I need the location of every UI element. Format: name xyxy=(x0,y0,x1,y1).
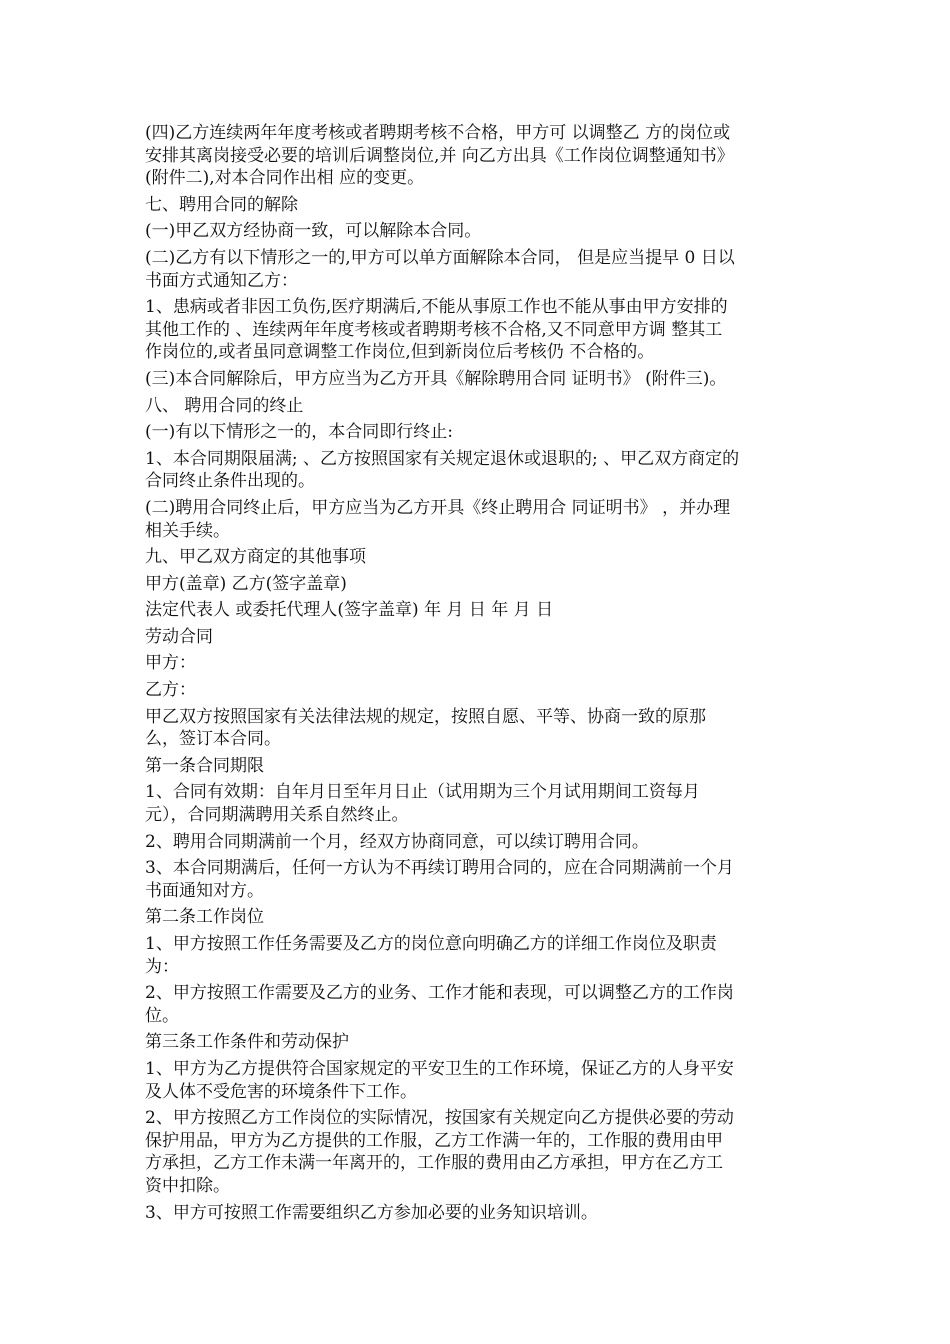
document-line: 书面通知对方。 xyxy=(145,880,264,901)
document-line: 其他工作的 、连续两年年度考核或者聘期考核不合格,又不同意甲方调 整其工 xyxy=(145,319,723,340)
document-line: 3、甲方可按照工作需要组织乙方参加必要的业务知识培训。 xyxy=(145,1202,598,1223)
document-line: (四)乙方连续两年年度考核或者聘期考核不合格，甲方可 以调整乙 方的岗位或 xyxy=(145,123,731,143)
document-line: 1、患病或者非因工负伤,医疗期满后,不能从事原工作也不能从事由甲方安排的 xyxy=(145,297,728,318)
document-line: 3、本合同期满后，任何一方认为不再续订聘用合同的，应在合同期满前一个月 xyxy=(145,858,734,879)
document-line: 2、甲方按照工作需要及乙方的业务、工作才能和表现，可以调整乙方的工作岗 xyxy=(145,983,734,1004)
document-line: 相关手续。 xyxy=(145,520,230,541)
document-line: 法定代表人 或委托代理人(签字盖章) 年 月 日 年 月 日 xyxy=(145,600,554,621)
document-line: 方承担，乙方工作未满一年离开的，工作服的费用由乙方承担，甲方在乙方工 xyxy=(145,1153,723,1174)
document-line: 七、聘用合同的解除 xyxy=(145,194,298,215)
document-page xyxy=(145,122,815,1224)
document-line: 乙方： xyxy=(145,680,196,701)
document-line: 么，签订本合同。 xyxy=(145,729,281,750)
document-line: (二)聘用合同终止后，甲方应当为乙方开具《终止聘用合 同证明书》 ，并办理 xyxy=(145,497,731,518)
document-line: 2、甲方按照乙方工作岗位的实际情况，按国家有关规定向乙方提供必要的劳动 xyxy=(145,1108,734,1129)
document-line: 第一条合同期限 xyxy=(145,755,264,776)
document-line: 第三条工作条件和劳动保护 xyxy=(145,1032,349,1053)
document-line: 甲乙双方按照国家有关法律法规的规定，按照自愿、平等、协商一致的原那 xyxy=(145,706,706,727)
document-line: (附件二),对本合同作出相 应的变更。 xyxy=(145,168,425,189)
document-line: (一)甲乙双方经协商一致，可以解除本合同。 xyxy=(145,221,482,242)
document-line: (一)有以下情形之一的，本合同即行终止: xyxy=(145,422,453,443)
document-line: 1、合同有效期：自年月日至年月日止（试用期为三个月试用期间工资每月 xyxy=(145,782,700,803)
document-line: 1、甲方为乙方提供符合国家规定的平安卫生的工作环境，保证乙方的人身平安 xyxy=(145,1058,734,1079)
document-line: 劳动合同 xyxy=(145,626,213,647)
document-line: 1、甲方按照工作任务需要及乙方的岗位意向明确乙方的详细工作岗位及职责 xyxy=(145,934,717,954)
document-line: 八、 聘用合同的终止 xyxy=(145,395,304,416)
document-line: 作岗位的,或者虽同意调整工作岗位,但到新岗位后考核仍 不合格的。 xyxy=(145,342,655,363)
document-line: (三)本合同解除后，甲方应当为乙方开具《解除聘用合同 证明书》 (附件三)。 xyxy=(145,368,727,389)
document-line: 合同终止条件出现的。 xyxy=(145,471,315,492)
document-line: (二)乙方有以下情形之一的,甲方可以单方面解除本合同， 但是应当提早 0 日以 xyxy=(145,247,735,268)
document-line: 甲方： xyxy=(145,653,196,674)
document-line: 九、甲乙双方商定的其他事项 xyxy=(145,547,366,568)
document-line: 甲方(盖章) 乙方(签字盖章) xyxy=(145,573,347,594)
document-line: 元），合同期满聘用关系自然终止。 xyxy=(145,805,409,826)
document-line: 为： xyxy=(145,956,179,977)
document-line: 书面方式通知乙方： xyxy=(145,270,298,291)
document-line: 位。 xyxy=(145,1005,179,1026)
document-line: 及人体不受危害的环境条件下工作。 xyxy=(145,1081,417,1102)
document-line: 2、聘用合同期满前一个月，经双方协商同意，可以续订聘用合同。 xyxy=(145,831,649,852)
document-line: 1、本合同期限届满; 、乙方按照国家有关规定退休或退职的; 、甲乙双方商定的 xyxy=(145,448,740,469)
document-line: 保护用品，甲方为乙方提供的工作服，乙方工作满一年的，工作服的费用由甲 xyxy=(145,1130,723,1151)
document-line: 安排其离岗接受必要的培训后调整岗位,并 向乙方出具《工作岗位调整通知书》 xyxy=(145,145,734,166)
document-line: 第二条工作岗位 xyxy=(145,907,264,928)
document-line: 资中扣除。 xyxy=(145,1175,230,1196)
